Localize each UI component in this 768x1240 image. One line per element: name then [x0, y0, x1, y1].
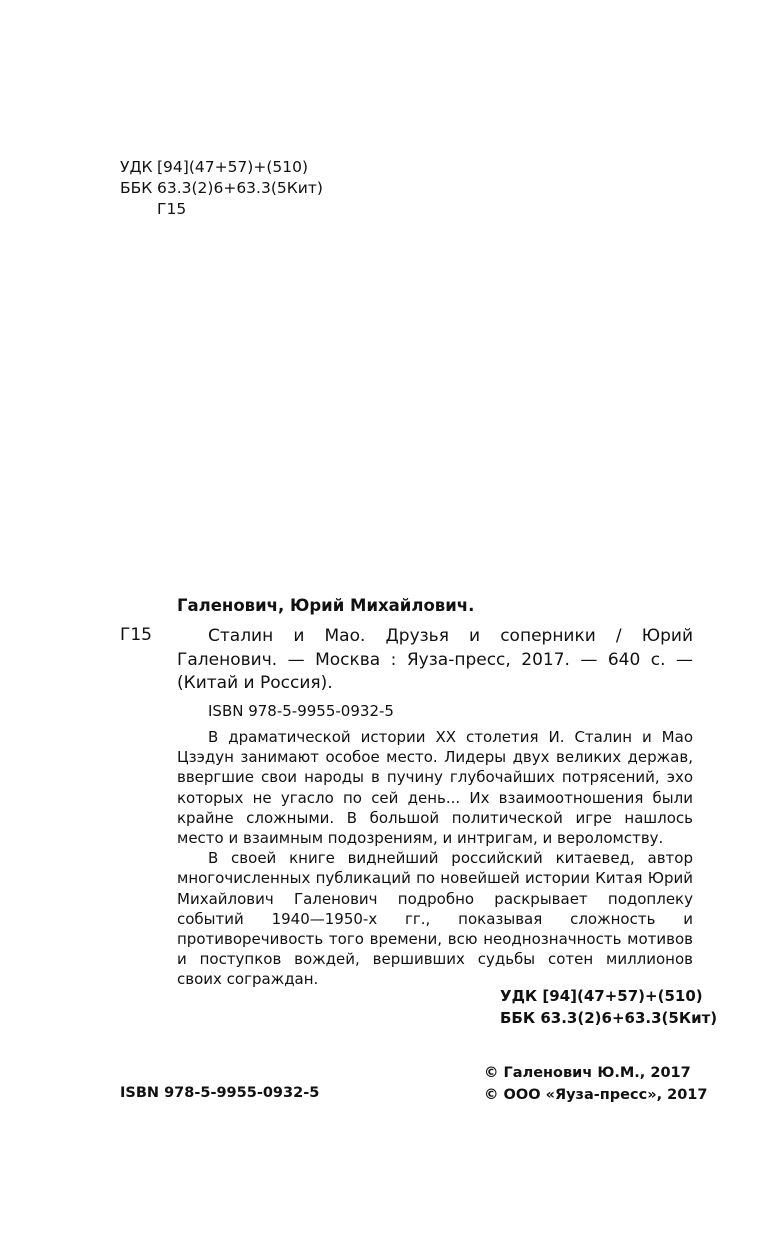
copyright-author: © Галенович Ю.М., 2017 — [484, 1065, 691, 1081]
udk-value: [94](47+57)+(510) — [157, 158, 309, 176]
bbk-value: 63.3(2)6+63.3(5Кит) — [157, 179, 323, 197]
copyright-publisher: © ООО «Яуза-пресс», 2017 — [484, 1087, 708, 1103]
bottom-isbn: ISBN 978-5-9955-0932-5 — [120, 1085, 320, 1101]
udk-row — [120, 157, 323, 178]
bbk-label: ББК — [120, 179, 153, 197]
bbk-row — [120, 178, 323, 199]
annotation-paragraph: В драматической истории XX столетия И. Сталин и Мао Цзэдун занимают особое место. Лидеры двух великих держав, ввергшие свои народы в пучину глубочайших потрясений, эхо которых не угасло по сей день... Их взаимоотношения были крайне сложными. В большой политической игре нашлось место и взаимным подозрениям, и интригам, и вероломству. — [177, 728, 693, 848]
top-classification-codes — [120, 157, 323, 220]
annotation — [177, 727, 693, 990]
author-sign: Г15 — [157, 200, 187, 218]
annotation-paragraph: В своей книге виднейший российский китаевед, автор многочисленных публикаций по новейшей истории Китая Юрий Михайлович Галенович подробно раскрывает подоплеку событий 1940—1950-х гг., показывая сложность и противоречивость того времени, всю неоднозначность мотивов и поступков вождей, вершивших судьбы сотен миллионов своих сограждан. — [177, 849, 693, 989]
bottom-udk: УДК [94](47+57)+(510) — [500, 987, 703, 1005]
author-heading: Галенович, Юрий Михайлович. — [177, 596, 475, 615]
udk-label: УДК — [120, 158, 153, 176]
bottom-classification-codes — [500, 985, 717, 1029]
card-isbn: ISBN 978-5-9955-0932-5 — [208, 702, 394, 720]
bottom-bbk: ББК 63.3(2)6+63.3(5Кит) — [500, 1009, 718, 1027]
copyright-block — [484, 1062, 708, 1106]
bibliographic-entry: Сталин и Мао. Друзья и соперники / Юрий Галенович. — Москва : Яуза-пресс, 2017. — 640 с. — (Китай и Россия). — [177, 626, 693, 693]
author-code: Г15 — [120, 625, 152, 645]
